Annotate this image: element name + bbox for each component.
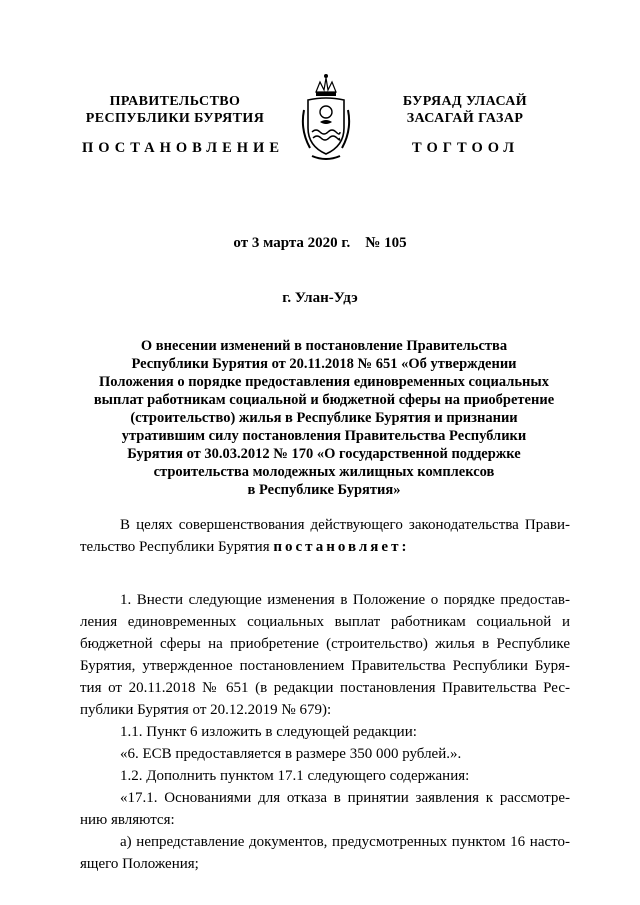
text-line: нию являются: — [80, 812, 175, 828]
preamble — [80, 514, 570, 558]
text-line: 1.1. Пункт 6 изложить в следующей редакции: — [120, 724, 417, 740]
text-line: бюджетной сферы на приобретение (строительство) жилья в Республике — [80, 636, 570, 652]
title-line: выплат работникам социальной и бюджетной сферы на приобретение — [93, 392, 555, 408]
text-line: «17.1. Основаниями для отказа в принятии заявления к рассмотре- — [120, 790, 570, 806]
title-line: (строительство) жилья в Республике Бурятия и признании — [130, 410, 518, 426]
text-line: Бурятия, утвержденное постановлением Правительства Республики Буря- — [80, 658, 570, 674]
document-date: от 3 марта 2020 г. — [233, 235, 351, 251]
document-title — [80, 337, 568, 499]
text-line: 1.2. Дополнить пунктом 17.1 следующего содержания: — [120, 768, 470, 784]
header-left-line-1: ПРАВИТЕЛЬСТВО — [109, 94, 241, 109]
text-line: «6. ЕСВ предоставляется в размере 350 000 рублей.». — [120, 746, 462, 762]
header-right-line-2: ЗАСАГАЙ ГАЗАР — [406, 111, 524, 126]
coat-of-arms-icon — [298, 70, 354, 162]
preamble-line: В целях совершенствования действующего законодательства Прави- — [120, 517, 570, 533]
header-left — [70, 93, 280, 127]
text-line: 1. Внести следующие изменения в Положение о порядке предостав- — [120, 592, 570, 608]
title-line: в Республике Бурятия» — [247, 482, 401, 498]
main-text — [80, 589, 570, 875]
decree-word: постановляет: — [273, 539, 410, 555]
header-left-line-2: РЕСПУБЛИКИ БУРЯТИЯ — [85, 111, 265, 126]
doc-type-russian: ПОСТАНОВЛЕНИЕ — [82, 140, 285, 156]
preamble-text: тельство Республики Бурятия — [80, 539, 274, 555]
text-line: публики Бурятия от 20.12.2019 № 679): — [80, 702, 332, 718]
document-city: г. Улан-Удэ — [282, 290, 358, 306]
title-line: О внесении изменений в постановление Правительства — [140, 338, 508, 354]
header-right-line-1: БУРЯАД УЛАСАЙ — [402, 94, 528, 109]
title-line: Республики Бурятия от 20.11.2018 № 651 «Об утверждении — [131, 356, 517, 372]
doc-type-buryat: ТОГТООЛ — [412, 140, 520, 156]
title-line: Бурятия от 30.03.2012 № 170 «О государственной поддержке — [127, 446, 521, 462]
title-line: строительства молодежных жилищных комплексов — [153, 464, 495, 480]
text-line: а) непредставление документов, предусмотренных пунктом 16 насто- — [120, 834, 570, 850]
title-line: утратившим силу постановления Правительства Республики — [121, 428, 527, 444]
title-line: Положения о порядке предоставления единовременных социальных — [99, 374, 549, 390]
preamble-line — [80, 536, 570, 558]
text-line: ления единовременных социальных выплат работникам социальной и — [80, 614, 570, 630]
text-line: тия от 20.11.2018 № 651 (в редакции постановления Правительства Рес- — [80, 680, 570, 696]
header-right — [360, 93, 570, 127]
date-number-line — [0, 235, 640, 252]
document-number: № 105 — [365, 235, 407, 251]
text-line: ящего Положения; — [80, 856, 199, 872]
